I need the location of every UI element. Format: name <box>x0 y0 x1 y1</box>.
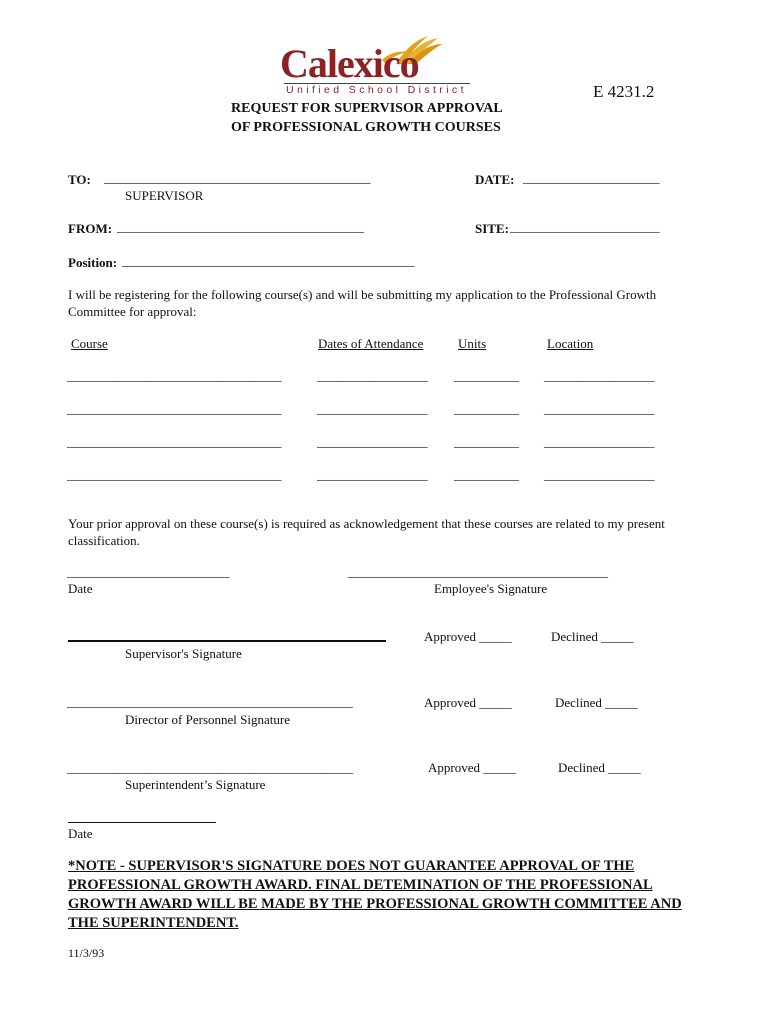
dates-field[interactable]: _________________ <box>317 368 428 383</box>
header-units: Units <box>458 336 487 351</box>
position-label: Position: <box>68 255 118 270</box>
director-approved[interactable]: Approved _____ <box>424 695 512 710</box>
from-field[interactable]: ______________________________________ <box>117 219 364 234</box>
director-signature-line[interactable]: ____________________________________________ <box>67 694 353 709</box>
superintendent-declined[interactable]: Declined _____ <box>558 760 641 775</box>
supervisor-signature-caption: Supervisor's Signature <box>125 646 242 661</box>
position-field[interactable]: _____________________________________________ <box>122 253 415 268</box>
final-date-line[interactable] <box>68 822 216 823</box>
dates-field[interactable]: _________________ <box>317 467 428 482</box>
to-label: TO: <box>68 172 91 187</box>
revision-date: 11/3/93 <box>68 946 105 960</box>
to-field[interactable]: _________________________________________ <box>104 170 371 185</box>
intro-text: I will be registering for the following course(s) and will be submitting my application to the Professional Growth Committee for approval: <box>68 287 657 319</box>
location-field[interactable]: _________________ <box>544 467 655 482</box>
course-field[interactable]: _________________________________ <box>67 401 282 416</box>
header-course: Course <box>71 336 108 351</box>
dates-field[interactable]: _________________ <box>317 434 428 449</box>
location-field[interactable]: _________________ <box>544 401 655 416</box>
date-label: DATE: <box>475 172 515 187</box>
employee-signature-field[interactable]: ________________________________________ <box>348 564 608 579</box>
note-text: *NOTE - SUPERVISOR'S SIGNATURE DOES NOT GUARANTEE APPROVAL OF THE PROFESSIONAL GROWTH AWARD. FINAL DETEMINATION OF THE PROFESSIONAL GROWTH AWARD WILL BE MADE BY THE PROFESSIONAL GROWTH COMMITTEE AND THE SUPERINTENDENT. <box>68 858 682 931</box>
director-declined[interactable]: Declined _____ <box>555 695 638 710</box>
district-logo <box>278 30 478 100</box>
site-label: SITE: <box>475 221 509 236</box>
course-field[interactable]: _________________________________ <box>67 368 282 383</box>
course-field[interactable]: _________________________________ <box>67 434 282 449</box>
employee-signature-caption: Employee's Signature <box>434 581 548 596</box>
date-caption: Date <box>68 581 93 596</box>
header-location: Location <box>547 336 594 351</box>
date-field[interactable]: _____________________ <box>523 170 660 185</box>
logo-wordmark: Calexico <box>280 41 419 86</box>
site-field[interactable]: _______________________ <box>510 219 660 234</box>
course-field[interactable]: _________________________________ <box>67 467 282 482</box>
superintendent-approved[interactable]: Approved _____ <box>428 760 516 775</box>
location-field[interactable]: _________________ <box>544 368 655 383</box>
from-label: FROM: <box>68 221 113 236</box>
director-signature-caption: Director of Personnel Signature <box>125 712 290 727</box>
logo-subtitle: Unified School District <box>286 84 467 96</box>
units-field[interactable]: __________ <box>454 368 519 383</box>
superintendent-signature-line[interactable]: ____________________________________________ <box>67 760 353 775</box>
dates-field[interactable]: _________________ <box>317 401 428 416</box>
to-sub-label: SUPERVISOR <box>125 188 204 203</box>
final-date-caption: Date <box>68 826 93 841</box>
header-dates: Dates of Attendance <box>318 336 424 351</box>
form-number: E 4231.2 <box>593 82 655 101</box>
supervisor-approved[interactable]: Approved _____ <box>424 629 512 644</box>
date-signature-field[interactable]: _________________________ <box>67 564 230 579</box>
units-field[interactable]: __________ <box>454 434 519 449</box>
units-field[interactable]: __________ <box>454 467 519 482</box>
location-field[interactable]: _________________ <box>544 434 655 449</box>
title-line-2: OF PROFESSIONAL GROWTH COURSES <box>231 120 501 135</box>
units-field[interactable]: __________ <box>454 401 519 416</box>
title-line-1: REQUEST FOR SUPERVISOR APPROVAL <box>231 101 503 116</box>
superintendent-signature-caption: Superintendent’s Signature <box>125 777 266 792</box>
supervisor-declined[interactable]: Declined _____ <box>551 629 634 644</box>
prior-approval-text: Your prior approval on these course(s) is required as acknowledgement that these courses are related to my present classification. <box>68 516 665 548</box>
supervisor-signature-line[interactable] <box>68 640 386 642</box>
